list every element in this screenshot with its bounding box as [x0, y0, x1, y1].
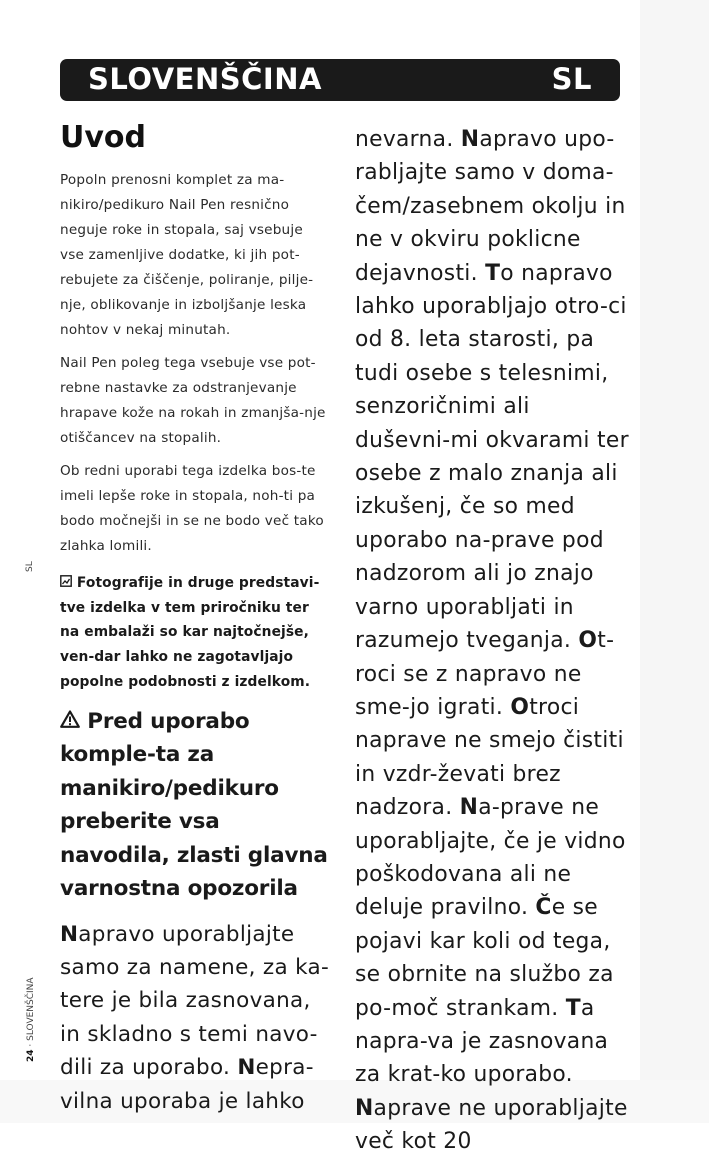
safety-text-segment: apravo upo-rabljajte samo v doma-čem/zasebnem okolju in ne v okviru poklicne dejavnosti.: [355, 127, 626, 286]
image-note-icon: [60, 575, 72, 587]
safety-text-right: [355, 123, 630, 1159]
image-disclaimer-note: [60, 571, 330, 695]
language-code: SL: [551, 62, 592, 96]
language-title: SLOVENŠČINA: [88, 62, 322, 96]
side-language-tab: SL: [25, 561, 35, 572]
footer-separator: ·: [26, 1040, 36, 1050]
language-header-bar: [60, 59, 620, 101]
drop-initial: N: [237, 1055, 256, 1081]
footer-language: SLOVENŠČINA: [26, 977, 36, 1041]
drop-initial: N: [459, 795, 479, 821]
safety-text-segment: epra-vilna uporaba je lahko: [60, 1055, 314, 1114]
section-title: Uvod: [60, 120, 147, 155]
safety-text-segment: apravo uporabljajte samo za namene, za ka-tere je bila zasnovana, in skladno s temi navo-dili za uporabo.: [60, 921, 329, 1081]
safety-text-segment: aprave ne uporabljajte več kot 20: [355, 1095, 628, 1155]
safety-text-segment: t-roci se z napravo ne sme-jo igrati.: [355, 628, 615, 720]
safety-text-segment: e se pojavi kar koli od tega, se obrnite na službo za po-moč strankam.: [355, 895, 614, 1021]
drop-initial: N: [355, 1095, 374, 1121]
note-text: Fotografije in druge predstavi-tve izdelka v tem priročniku ter na embalaži so kar najtočnejše, ven-dar lahko ne zagotavljajo popolne podobnosti z izdelkom.: [60, 575, 320, 690]
drop-initial: N: [460, 127, 480, 152]
safety-text-segment: troci naprave ne smejo čistiti in vzdr-ževati brez nadzora.: [355, 694, 624, 821]
page-margin-right: [640, 0, 709, 1123]
drop-initial: O: [578, 628, 598, 654]
right-column: [355, 123, 630, 1159]
safety-text-segment: a napra-va je zasnovana za krat-ko uporabo.: [355, 995, 609, 1088]
page-footer: [26, 977, 36, 1062]
drop-initial: T: [565, 995, 581, 1021]
intro-paragraph-3: Ob redni uporabi tega izdelka bos-te imeli lepše roke in stopala, noh-ti pa bodo močnejši in se ne bodo več tako zlahka lomili.: [60, 463, 324, 554]
safety-text-segment: a-prave ne uporabljajte, če je vidno poškodovana ali ne deluje pravilno.: [355, 795, 626, 921]
drop-initial: O: [510, 694, 530, 720]
drop-initial: Č: [535, 895, 552, 921]
warning-triangle-icon: [60, 710, 80, 728]
drop-initial: T: [485, 260, 501, 286]
intro-paragraph-2: Nail Pen poleg tega vsebuje vse pot-rebne nastavke za odstranjevanje hrapave kože na rokah in zmanjša-nje otiščancev na stopalih.: [60, 355, 326, 446]
left-column: [60, 120, 330, 1118]
safety-text-segment: nevarna.: [355, 127, 461, 152]
safety-text-segment: o napravo lahko uporabljajo otro-ci od 8. leta starosti, pa tudi osebe s telesnimi, senzoričnimi ali duševni-mi okvarami ter osebe z malo znanja ali izkušenj, če so med uporabo na-prave pod nadzorom ali jo znajo varno uporabljati in razumejo tveganja.: [355, 260, 629, 654]
warning-text: Pred uporabo komple-ta za manikiro/pedikuro preberite vsa navodila, zlasti glavna varnostna opozorila: [60, 708, 328, 902]
drop-initial: N: [60, 921, 79, 947]
warning-heading: [60, 705, 330, 906]
safety-text-left: [60, 918, 330, 1118]
page-number: 24: [26, 1049, 36, 1062]
intro-paragraph-1: Popoln prenosni komplet za ma-nikiro/pedikuro Nail Pen resnično neguje roke in stopala, saj vsebuje vse zamenljive dodatke, ki jih pot-rebujete za čiščenje, poliranje, pilje-nje, oblikovanje in izboljšanje leska nohtov v nekaj minutah.: [60, 172, 314, 338]
